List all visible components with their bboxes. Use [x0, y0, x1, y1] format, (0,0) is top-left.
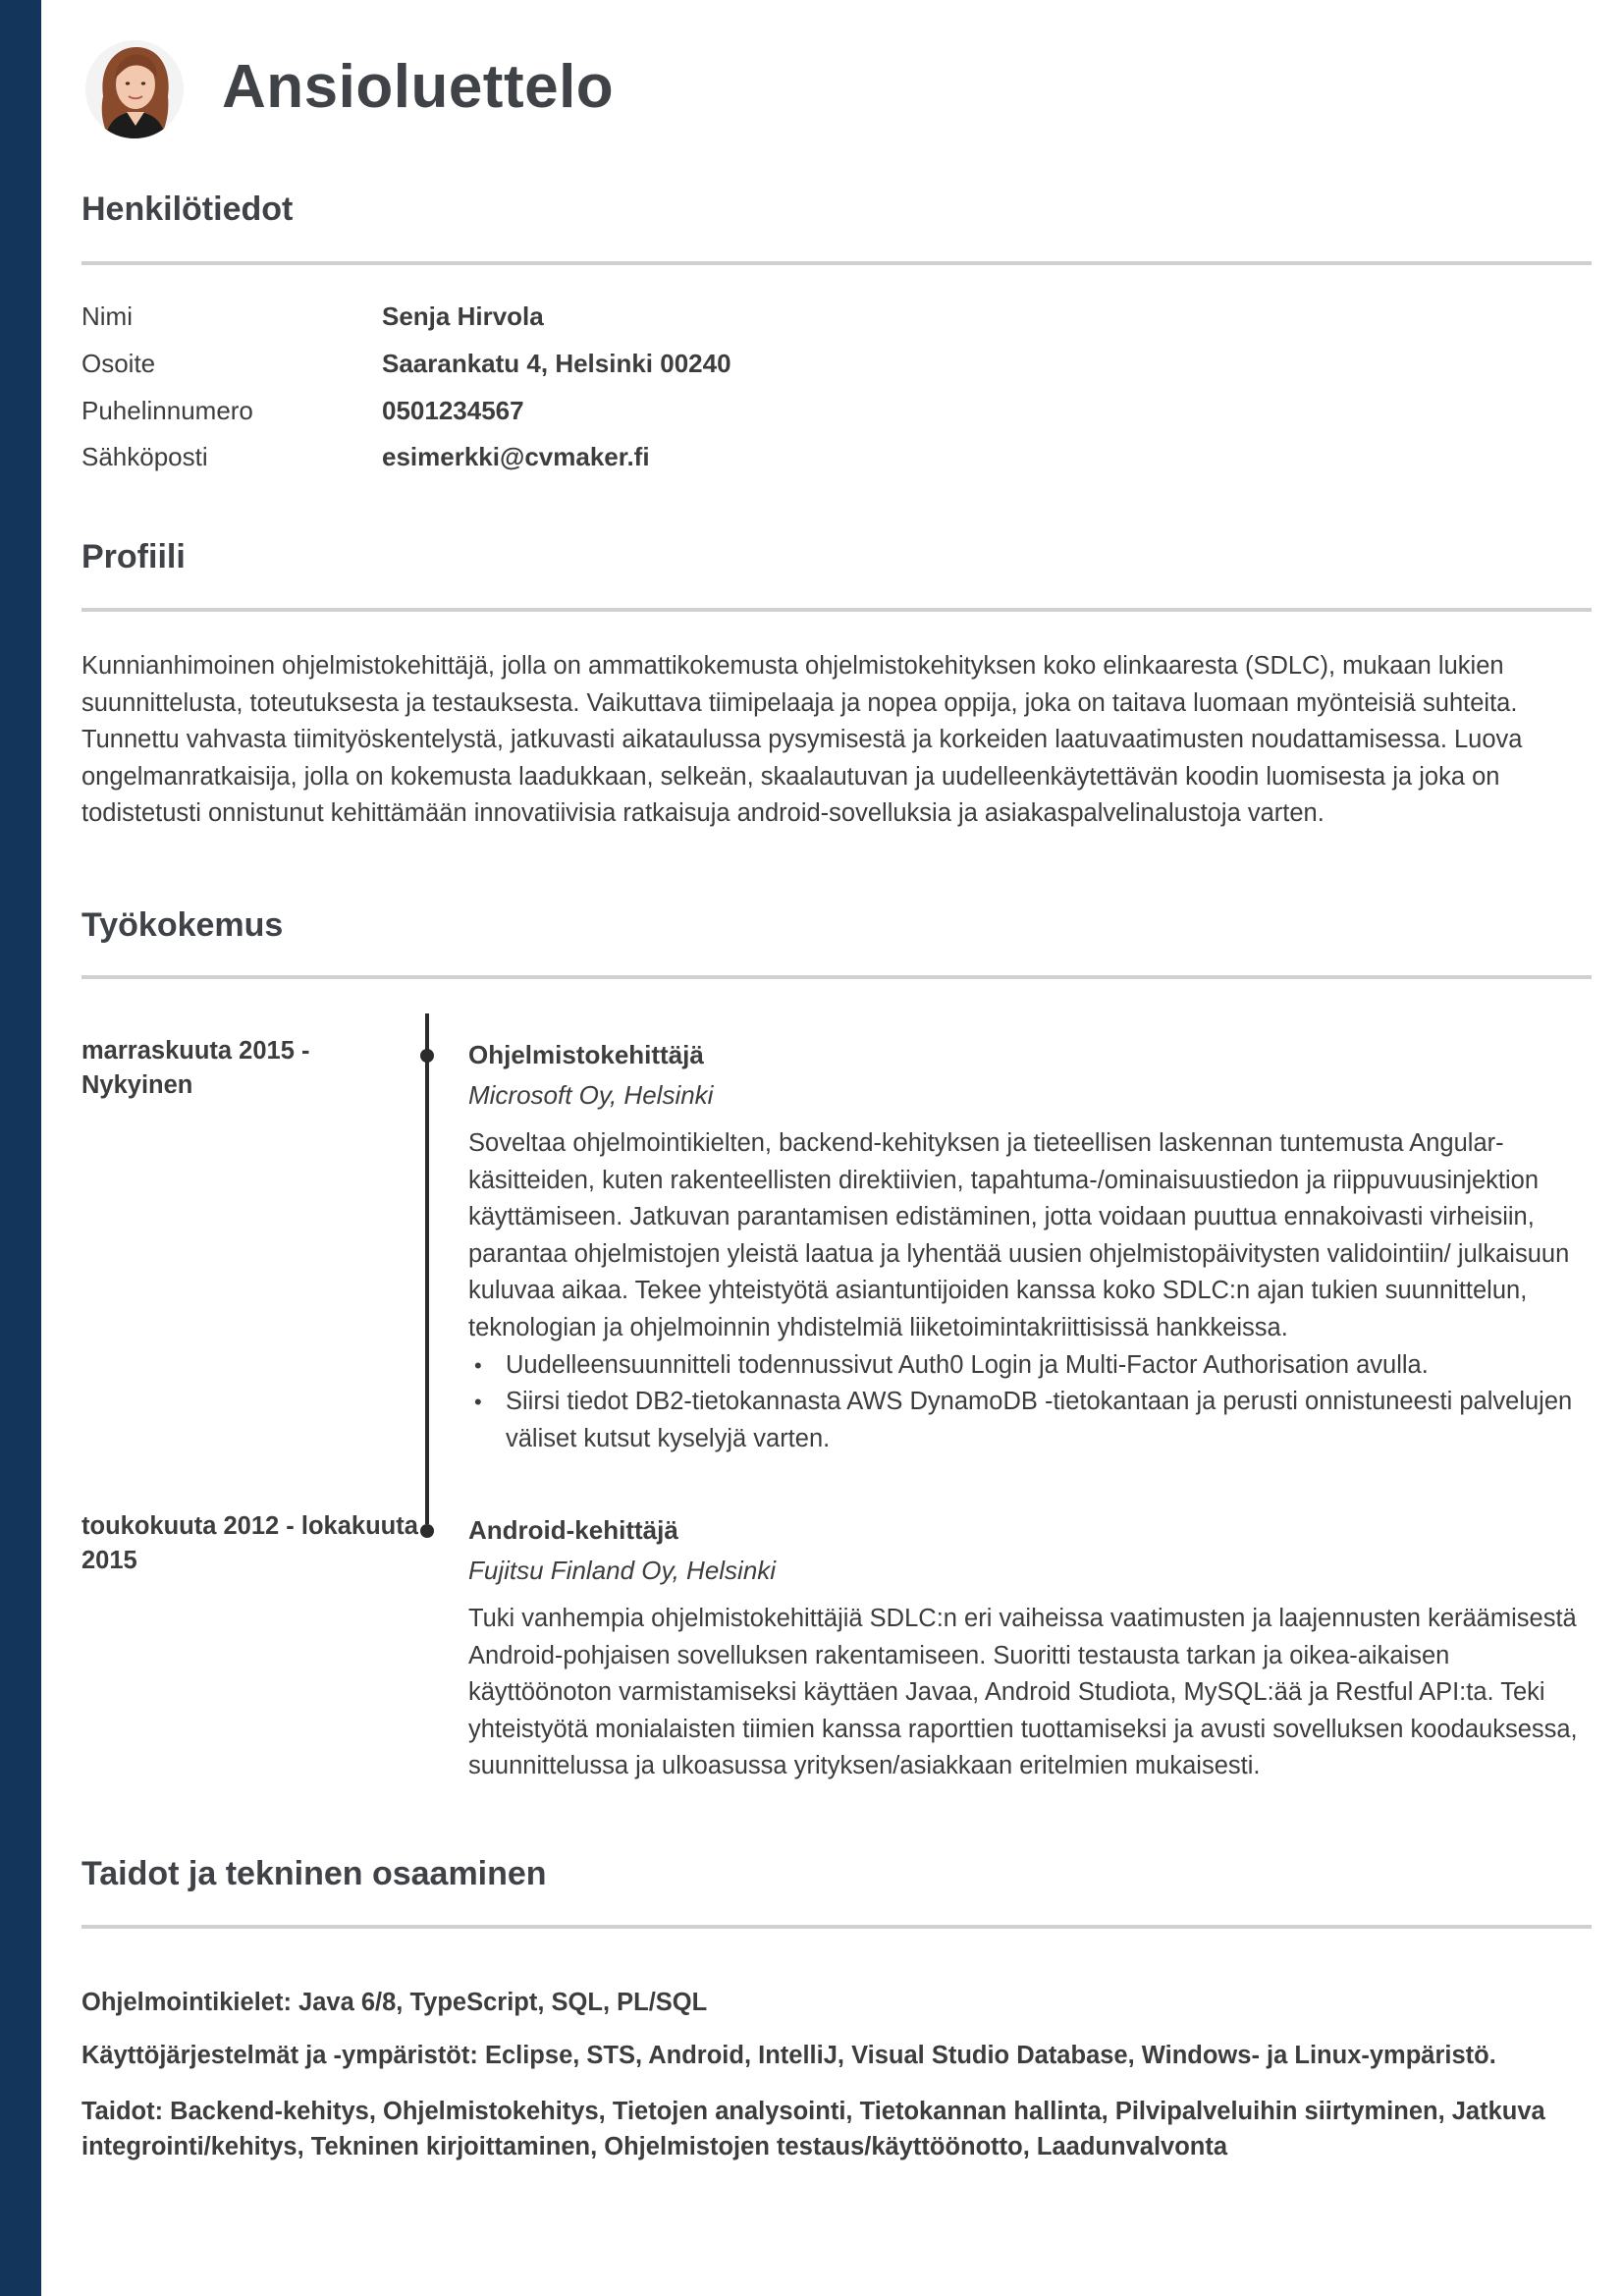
job-company: Fujitsu Finland Oy, Helsinki — [468, 1556, 777, 1585]
info-label: Osoite — [81, 349, 156, 378]
job-company: Microsoft Oy, Helsinki — [468, 1080, 714, 1110]
avatar — [85, 37, 184, 141]
job-description-text: Tuki vanhempia ohjelmistokehittäjiä SDLC:n eri vaiheissa vaatimusten ja laajennusten keräämisestä Android-pohjaisen sovelluksen rakentamiseen. Suoritti testausta tarkan ja oikea-aikaisen käyttöönoton varmistamiseksi käyttäen Javaa, Android Studiota, MySQL:ää ja Restful API:ta. Teki yhteistyötä monialaisten tiimien kanssa raporttien tuottamiseksi ja avusti sovelluksen koodauksessa, suunnittelussa ja ulkoasussa yrityksen/asiakkaan eritelmien mukaisesti. — [468, 1605, 1578, 1780]
info-label: Nimi — [81, 301, 133, 331]
info-row-phone — [81, 393, 1063, 428]
info-value: 0501234567 — [382, 396, 524, 425]
info-label: Sähköposti — [81, 442, 208, 471]
info-value: Saarankatu 4, Helsinki 00240 — [382, 349, 731, 378]
resume-header — [81, 37, 1063, 145]
job-title: Android-kehittäjä — [468, 1515, 678, 1545]
job-description — [468, 1601, 1592, 1785]
section-divider — [81, 261, 1592, 265]
info-row-address — [81, 346, 1063, 381]
info-value: esimerkki@cvmaker.fi — [382, 442, 650, 471]
info-row-email — [81, 439, 1063, 474]
skill-line-environments: Käyttöjärjestelmät ja -ympäristöt: Eclipse, STS, Android, IntelliJ, Visual Studio Database, Windows- ja Linux-ympäristö. — [81, 2042, 1496, 2069]
section-title-skills: Taidot ja tekninen osaaminen — [81, 1855, 547, 1892]
timeline-line — [425, 1013, 429, 1524]
section-title-experience: Työkokemus — [81, 906, 284, 944]
job-description-text: Soveltaa ohjelmointikielten, backend-kehityksen ja tieteellisen laskennan tuntemusta Angular-käsitteiden, kuten rakenteellisten direktiivien, tapahtuma-/ominaisuustiedon ja riippuvuusinjektion käyttämiseen. Jatkuvan parantamisen edistäminen, jotta voidaan puuttua ennakoivasti virheisiin, parantaa ohjelmistojen yleistä laatua ja lyhentää uusien ohjelmistopäivitysten validointiin/ julkaisuun kuluvaa aikaa. Tekee yhteistyötä asiantuntijoiden kanssa koko SDLC:n ajan tukien suunnittelun, teknologian ja ohjelmoinnin yhdistelmiä liiketoimintakriittisissä hankkeissa. — [468, 1129, 1570, 1341]
job-bullet: • Uudelleensuunnitteli todennussivut Auth0 Login ja Multi-Factor Authorisation avulla. — [468, 1347, 1592, 1385]
job-date: marraskuuta 2015 - Nykyinen — [81, 1037, 310, 1099]
section-title-profile: Profiili — [81, 538, 186, 575]
section-title-personal: Henkilötiedot — [81, 191, 294, 228]
job-bullet: • Siirsi tiedot DB2-tietokannasta AWS DynamoDB -tietokantaan ja perusti onnistuneesti palvelujen väliset kutsut kyselyjä varten. — [468, 1384, 1592, 1457]
section-divider — [81, 1925, 1592, 1929]
side-accent-bar — [0, 0, 41, 2296]
document-title: Ansioluettelo — [222, 53, 615, 121]
job-title: Ohjelmistokehittäjä — [468, 1040, 704, 1069]
job-description — [468, 1125, 1592, 1457]
skill-line-skills: Taidot: Backend-kehitys, Ohjelmistokehitys, Tietojen analysointi, Tietokannan hallinta, Pilvipalveluihin siirtyminen, Jatkuva integrointi/kehitys, Tekninen kirjoittaminen, Ohjelmistojen testaus/käyttöönotto, Laadunvalvonta — [81, 2098, 1545, 2160]
info-value: Senja Hirvola — [382, 301, 544, 331]
job-date: toukokuuta 2012 - lokakuuta 2015 — [81, 1512, 418, 1574]
skill-line-languages: Ohjelmointikielet: Java 6/8, TypeScript, SQL, PL/SQL — [81, 1989, 708, 2016]
job-bullet-list — [468, 1347, 1592, 1458]
section-divider — [81, 608, 1592, 612]
info-label: Puhelinnumero — [81, 396, 253, 425]
info-row-name — [81, 299, 1063, 334]
section-divider — [81, 975, 1592, 979]
profile-summary: Kunnianhimoinen ohjelmistokehittäjä, jolla on ammattikokemusta ohjelmistokehityksen koko elinkaaresta (SDLC), mukaan lukien suunnittelusta, toteutuksesta ja testauksesta. Vaikuttava tiimipelaaja ja nopea oppija, joka on taitava luomaan myönteisiä suhteita. Tunnettu vahvasta tiimityöskentelystä, jatkuvasti aikataulussa pysymisestä ja korkeiden laatuvaatimusten noudattamisessa. Luova ongelmanratkaisija, jolla on kokemusta laadukkaan, selkeän, skaalautuvan ja uudelleenkäytettävän koodin luomisesta ja joka on todistetusti onnistunut kehittämään innovatiivisia ratkaisuja android-sovelluksia ja asiakaspalvelinalustoja varten. — [81, 652, 1523, 828]
